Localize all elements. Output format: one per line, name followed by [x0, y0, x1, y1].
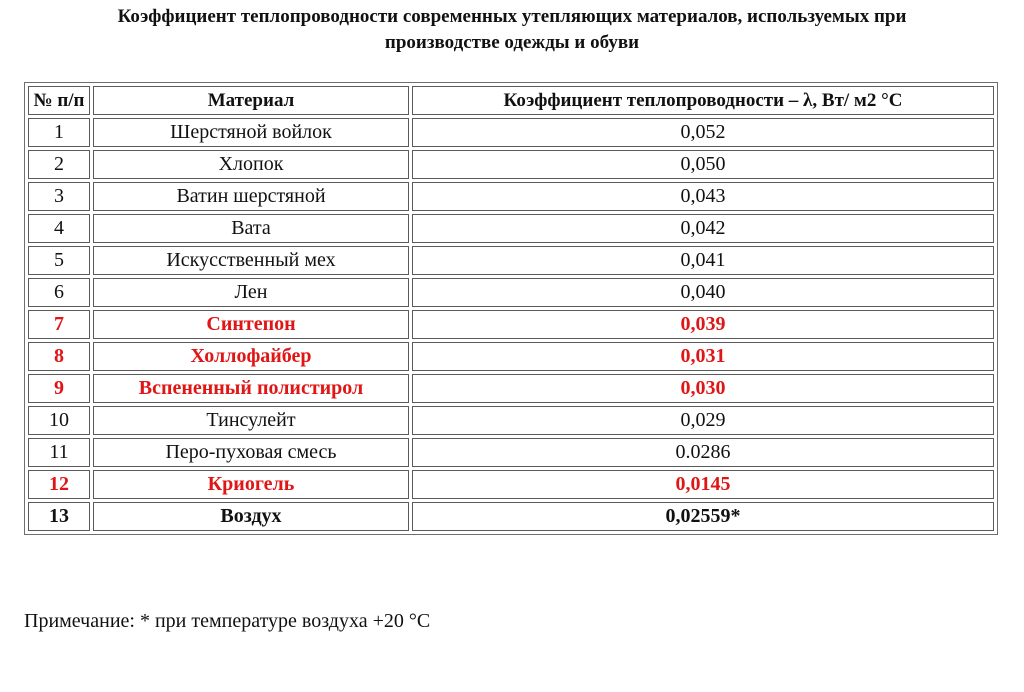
table-row: [28, 406, 994, 435]
row-material: Криогель: [93, 470, 409, 499]
table-row-highlighted: [28, 374, 994, 403]
table-row: [28, 150, 994, 179]
page-title: [0, 4, 1024, 56]
row-material: Воздух: [93, 502, 409, 531]
row-value: 0,029: [412, 406, 994, 435]
page-title-line-2: производстве одежды и обуви: [384, 32, 640, 53]
row-number: 6: [28, 278, 90, 307]
table-row: [28, 278, 994, 307]
row-value: 0,031: [412, 342, 994, 371]
row-value: 0,050: [412, 150, 994, 179]
row-material: Перо-пуховая смесь: [93, 438, 409, 467]
row-number: 4: [28, 214, 90, 243]
table-row-highlighted: [28, 310, 994, 339]
row-number: 2: [28, 150, 90, 179]
row-value: 0.0286: [412, 438, 994, 467]
row-material: Лен: [93, 278, 409, 307]
row-material: Холлофайбер: [93, 342, 409, 371]
thermal-conductivity-table: [24, 82, 998, 535]
row-value: 0,052: [412, 118, 994, 147]
row-value: 0,039: [412, 310, 994, 339]
table-row-highlighted: [28, 470, 994, 499]
row-value: 0,030: [412, 374, 994, 403]
row-number: 1: [28, 118, 90, 147]
page-title-line-1: Коэффициент теплопроводности современных утепляющих материалов, используемых при: [117, 6, 907, 27]
header-number: № п/п: [28, 86, 90, 115]
table-row: [28, 118, 994, 147]
row-number: 9: [28, 374, 90, 403]
row-value: 0,0145: [412, 470, 994, 499]
table-row-highlighted: [28, 342, 994, 371]
table-row-bold: [28, 502, 994, 531]
table-header-row: [28, 86, 994, 115]
row-material: Тинсулейт: [93, 406, 409, 435]
row-material: Искусственный мех: [93, 246, 409, 275]
table-row: [28, 246, 994, 275]
table-row: [28, 182, 994, 211]
row-number: 10: [28, 406, 90, 435]
table-row: [28, 438, 994, 467]
row-material: Ватин шерстяной: [93, 182, 409, 211]
header-coefficient: Коэффициент теплопроводности – λ, Вт/ м2 °С: [412, 86, 994, 115]
row-material: Вата: [93, 214, 409, 243]
row-number: 8: [28, 342, 90, 371]
row-number: 5: [28, 246, 90, 275]
row-number: 3: [28, 182, 90, 211]
row-material: Шерстяной войлок: [93, 118, 409, 147]
row-value: 0,02559*: [412, 502, 994, 531]
row-number: 12: [28, 470, 90, 499]
table-row: [28, 214, 994, 243]
header-material: Материал: [93, 86, 409, 115]
row-value: 0,041: [412, 246, 994, 275]
row-material: Синтепон: [93, 310, 409, 339]
row-value: 0,043: [412, 182, 994, 211]
row-number: 7: [28, 310, 90, 339]
row-material: Вспененный полистирол: [93, 374, 409, 403]
row-material: Хлопок: [93, 150, 409, 179]
row-value: 0,040: [412, 278, 994, 307]
footnote: Примечание: * при температуре воздуха +20 °С: [24, 610, 431, 632]
row-number: 11: [28, 438, 90, 467]
row-number: 13: [28, 502, 90, 531]
row-value: 0,042: [412, 214, 994, 243]
